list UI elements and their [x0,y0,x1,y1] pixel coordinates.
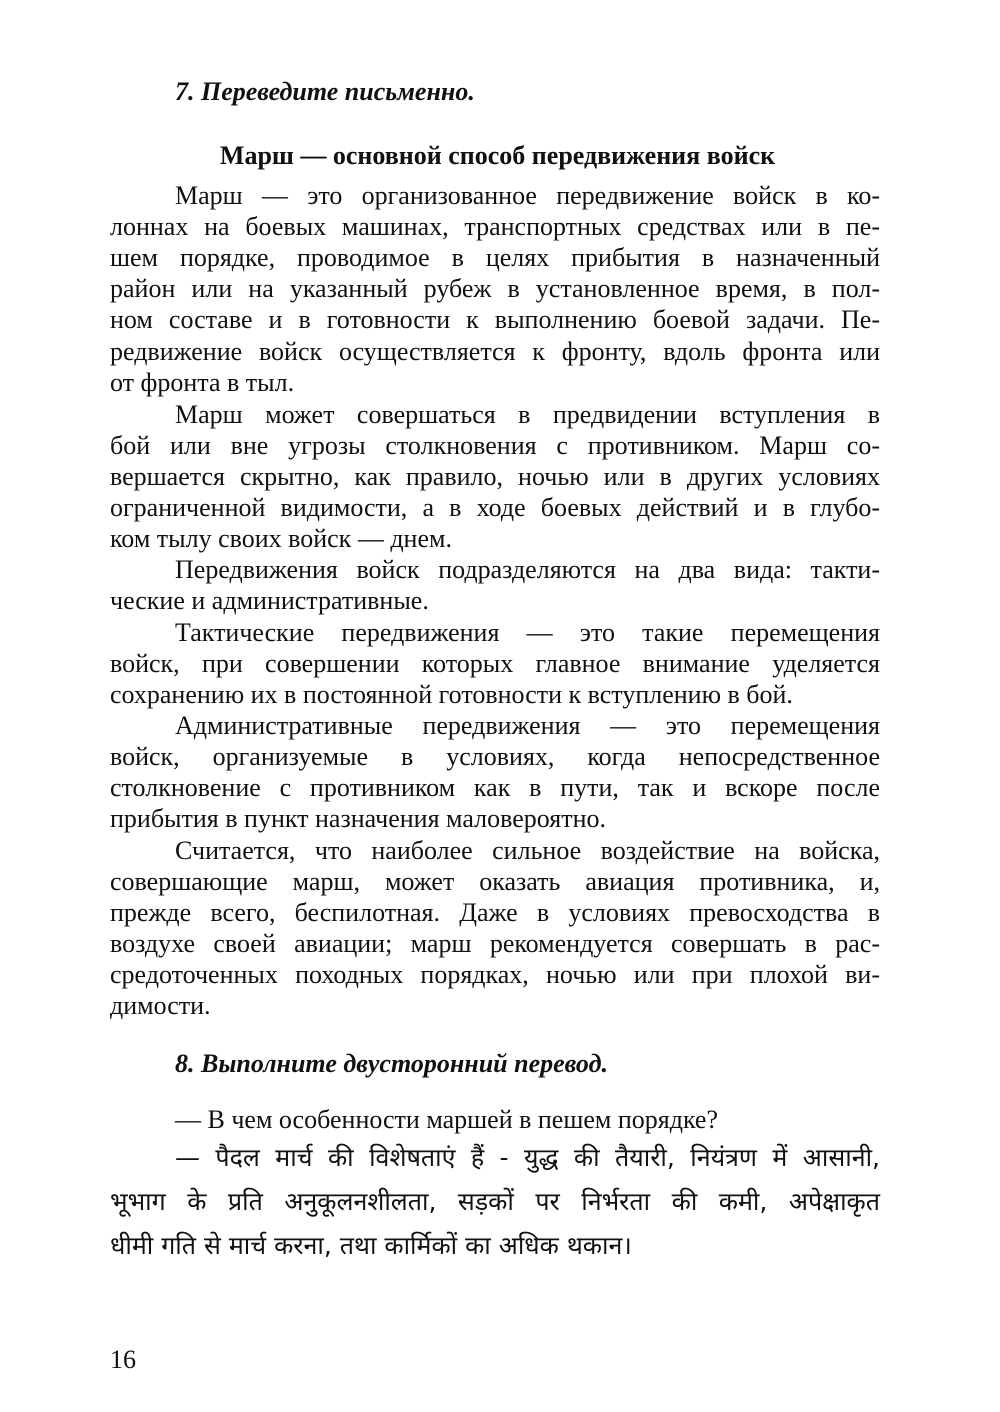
page-number: 16 [110,1345,136,1374]
text-line: лоннах на боевых машинах, транспортных средствах или в пе- [110,212,880,241]
dialogue-answer-line: भूभाग के प्रति अनुकूलनशीलता, सड़कों पर निर्भरता की कमी, अपेक्षाकृत [110,1187,880,1216]
text-line: средоточенных походных порядках, ночью или при плохой ви- [110,960,880,989]
text-line: совершающие марш, может оказать авиация противника, и, [110,867,880,896]
text-line: Марш может совершаться в предвидении вступления в [175,400,880,429]
dialogue-answer-line: धीमी गति से मार्च करना, तथा कार्मिकों का अधिक थकान। [110,1231,632,1260]
text-line: войск, при совершении которых главное внимание уделяется [110,649,880,678]
task-8-title: 8. Выполните двусторонний перевод. [175,1049,608,1078]
text-line: сохранению их в постоянной готовности к вступлению в бой. [110,680,793,709]
text-line: прежде всего, беспилотная. Даже в условиях превосходства в [110,898,880,927]
text-line: димости. [110,991,211,1020]
text-line: вершается скрытно, как правило, ночью или в других условиях [110,462,880,491]
text-line: воздухе своей авиации; марш рекомендуется совершать в рас- [110,929,880,958]
text-line: шем порядке, проводимое в целях прибытия в назначенный [110,243,880,272]
dialogue-question: — В чем особенности маршей в пешем порядке? [175,1105,719,1134]
dialogue-answer-line: — पैदल मार्च की विशेषताएं हैं - युद्ध की तैयारी, नियंत्रण में आसानी, [175,1143,880,1172]
text-line: район или на указанный рубеж в установленное время, в пол- [110,274,880,303]
task-7-title: 7. Переведите письменно. [175,77,475,106]
text-line: войск, организуемые в условиях, когда непосредственное [110,742,880,771]
text-line: столкновение с противником как в пути, так и вскоре после [110,773,880,802]
text-line: ном составе и в готовности к выполнению боевой задачи. Пе- [110,305,880,334]
text-line: ческие и административные. [110,586,429,615]
article-heading: Марш — основной способ передвижения войск [219,141,776,170]
text-line: ком тылу своих войск — днем. [110,524,452,553]
text-line: бой или вне угрозы столкновения с противником. Марш со- [110,431,880,460]
text-line: Считается, что наиболее сильное воздействие на войска, [175,836,880,865]
text-line: прибытия в пункт назначения маловероятно. [110,804,606,833]
text-line: Тактические передвижения — это такие перемещения [175,618,880,647]
text-line: Административные передвижения — это перемещения [175,711,880,740]
text-line: Передвижения войск подразделяются на два вида: такти- [175,555,880,584]
text-line: Марш — это организованное передвижение войск в ко- [175,181,880,210]
text-line: редвижение войск осуществляется к фронту, вдоль фронта или [110,337,880,366]
text-line: от фронта в тыл. [110,368,295,397]
text-line: ограниченной видимости, а в ходе боевых действий и в глубо- [110,493,880,522]
